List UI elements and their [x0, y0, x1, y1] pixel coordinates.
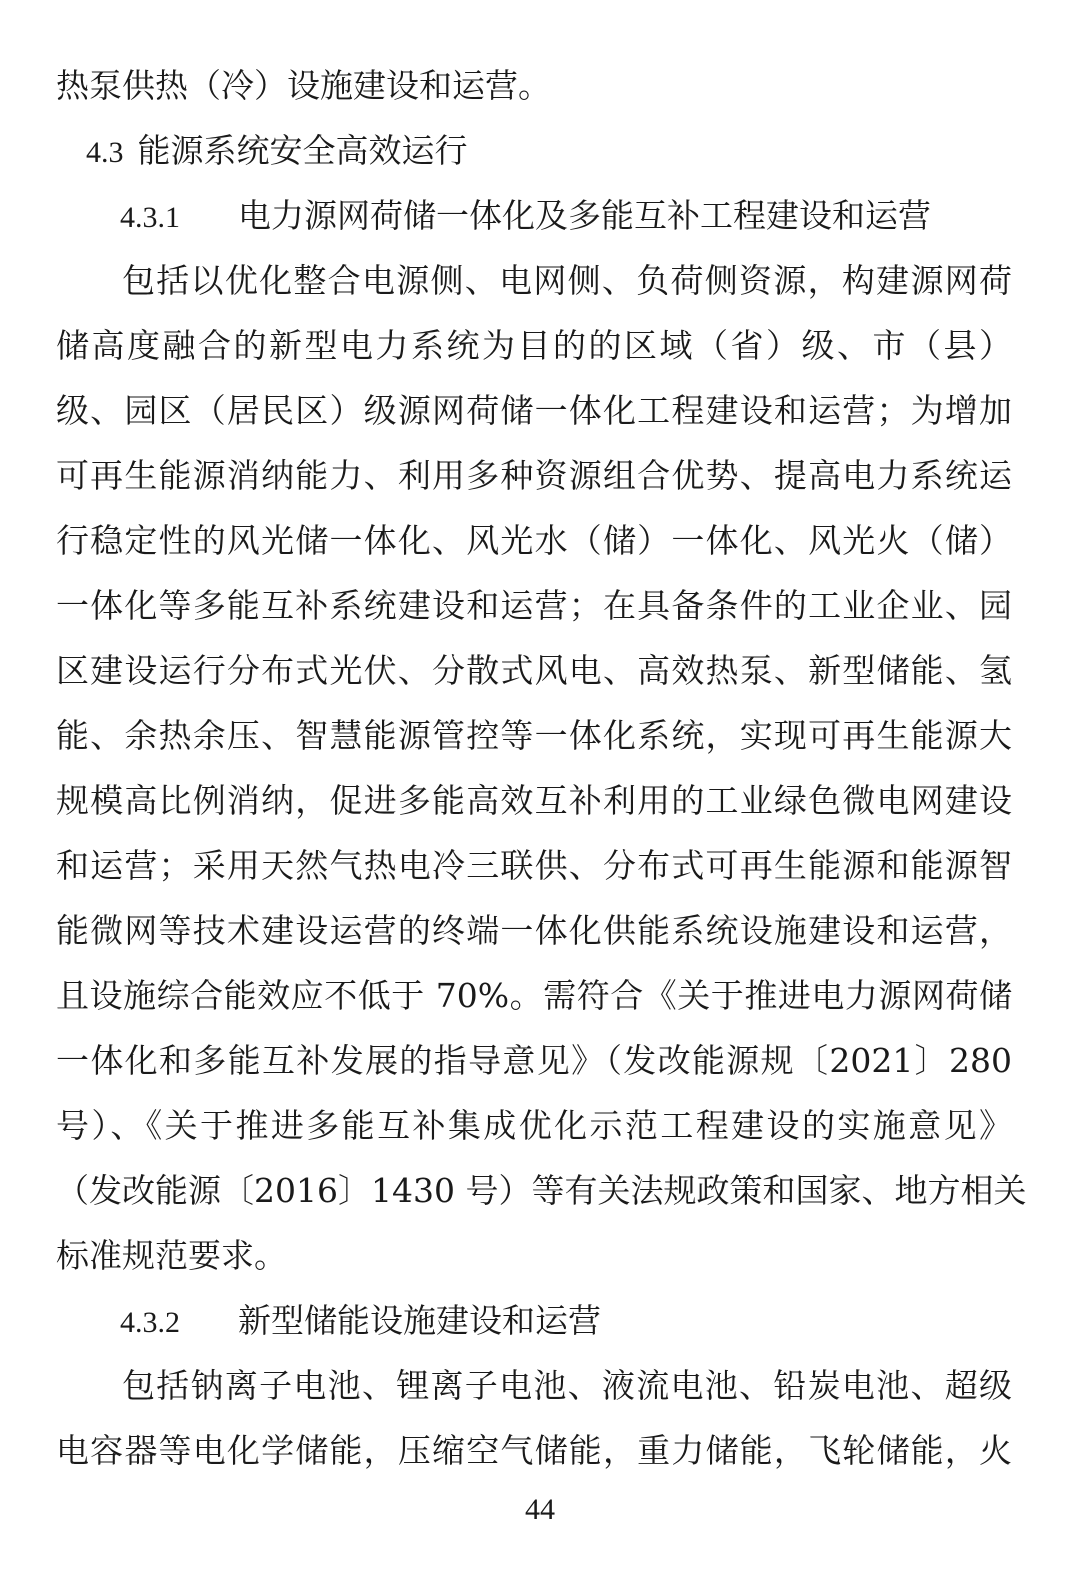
body-text-line: 行稳定性的风光储一体化、风光水（储）一体化、风光火（储） — [56, 521, 1012, 560]
section-title: 新型储能设施建设和运营 — [238, 1301, 601, 1340]
body-text-line: 包括以优化整合电源侧、电网侧、负荷侧资源，构建源网荷 — [122, 261, 1012, 300]
body-text-line: 标准规范要求。 — [56, 1236, 287, 1275]
body-text-line: 级、园区（居民区）级源网荷储一体化工程建设和运营；为增加 — [56, 391, 1012, 430]
body-text-line: 和运营；采用天然气热电冷三联供、分布式可再生能源和能源智 — [56, 846, 1012, 885]
body-text-line: 包括钠离子电池、锂离子电池、液流电池、铅炭电池、超级 — [122, 1366, 1012, 1405]
section-heading-4-3-1 — [120, 193, 1020, 239]
page-number: 44 — [525, 1493, 555, 1526]
body-text-line: 且设施综合能效应不低于 70%。需符合《关于推进电力源网荷储 — [56, 976, 1012, 1015]
body-text-line: 号）、《关于推进多能互补集成优化示范工程建设的实施意见》 — [56, 1106, 1012, 1145]
section-number: 4.3 — [86, 136, 124, 169]
body-text-line: 电容器等电化学储能，压缩空气储能，重力储能，飞轮储能，火 — [56, 1431, 1012, 1470]
body-text-line: 储高度融合的新型电力系统为目的的区域（省）级、市（县） — [56, 326, 1012, 365]
body-text-line: 一体化和多能互补发展的指导意见》（发改能源规〔2021〕280 — [56, 1041, 1012, 1080]
body-text-line: （发改能源〔2016〕1430 号）等有关法规政策和国家、地方相关 — [56, 1171, 1027, 1210]
body-text-line: 可再生能源消纳能力、利用多种资源组合优势、提高电力系统运 — [56, 456, 1012, 495]
section-heading-4-3 — [86, 128, 986, 174]
section-title: 能源系统安全高效运行 — [137, 131, 468, 170]
section-heading-4-3-2 — [120, 1298, 1020, 1344]
body-text-line: 区建设运行分布式光伏、分散式风电、高效热泵、新型储能、氢 — [56, 651, 1012, 690]
body-text-line: 规模高比例消纳，促进多能高效互补利用的工业绿色微电网建设 — [56, 781, 1012, 820]
body-text-line: 热泵供热（冷）设施建设和运营。 — [56, 66, 551, 105]
body-text-line: 一体化等多能互补系统建设和运营；在具备条件的工业企业、园 — [56, 586, 1012, 625]
body-text-line: 能、余热余压、智慧能源管控等一体化系统，实现可再生能源大 — [56, 716, 1012, 755]
section-title: 电力源网荷储一体化及多能互补工程建设和运营 — [238, 196, 931, 235]
body-text-line: 能微网等技术建设运营的终端一体化供能系统设施建设和运营， — [56, 911, 1012, 950]
section-number: 4.3.2 — [120, 1306, 180, 1339]
section-number: 4.3.1 — [120, 201, 180, 234]
